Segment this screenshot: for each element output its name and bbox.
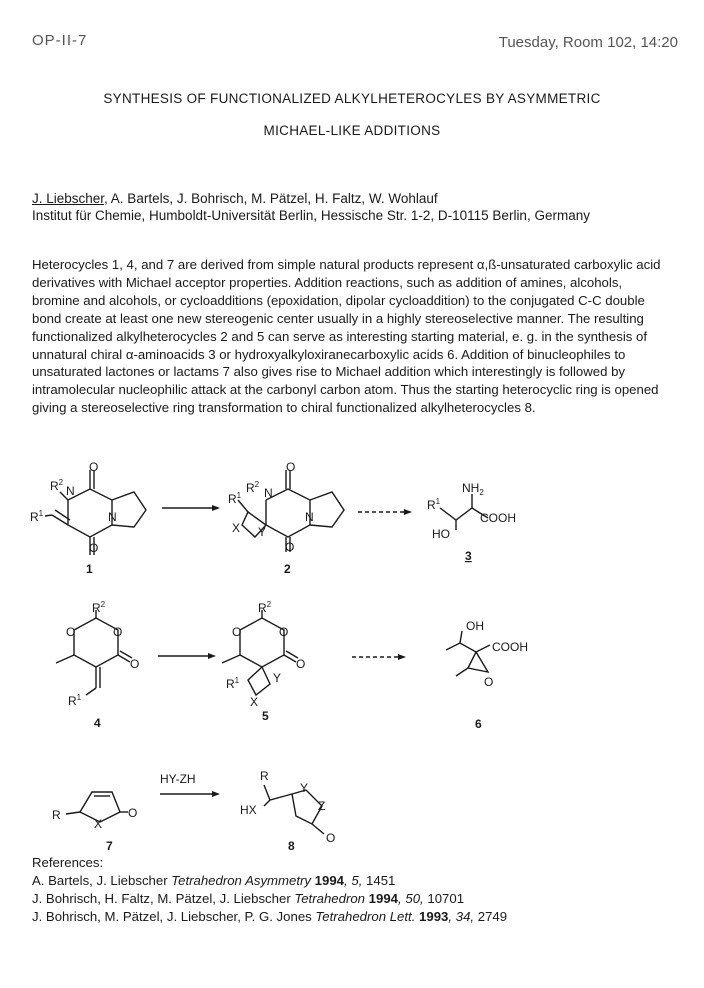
structure-8 [264,785,324,834]
atom-N-1a: N [66,484,75,498]
group-COOH-6: COOH [492,640,528,654]
co-authors: , A. Bartels, J. Bohrisch, M. Pätzel, H. Faltz, W. Wohlauf [104,191,438,206]
atom-Z-8: Z [318,799,326,813]
atom-R-8: R [260,769,269,783]
atom-O-2b: O [285,540,295,554]
affiliation: Institut für Chemie, Humboldt-Universität Berlin, Hessische Str. 1-2, D-10115 Berlin, Germany [32,208,590,223]
atom-R2-4: $R^2$ [92,600,106,615]
compound-label-8: 8 [288,839,295,853]
session-code: OP-II-7 [32,32,88,49]
presenting-author: J. Liebscher [32,191,105,206]
group-COOH-3: COOH [480,511,516,525]
references [32,854,692,926]
atom-N-1b: N [108,510,117,524]
atom-N-2a: N [264,486,273,500]
atom-O-4a: O [66,625,76,639]
atom-O-1a: O [89,460,99,474]
reference-item: J. Bohrisch, M. Pätzel, J. Liebscher, P. G. Jones Tetrahedron Lett. 1993, 34, 2749 [32,909,508,924]
atom-R1-5: $R^1$ [226,676,240,691]
compound-label-3: 3 [465,549,472,563]
atom-X-7: X [94,817,103,831]
atom-X-2: X [232,521,241,535]
atom-R1-4: $R^1$ [68,693,82,708]
atom-N-2b: N [305,510,314,524]
atom-O-8: O [326,831,336,845]
atom-O-5b: O [279,625,289,639]
atom-O-2a: O [286,460,296,474]
atom-Y-5: Y [273,671,282,685]
atom-X-5: X [250,695,259,709]
group-NH2-3: $NH_2$ [462,481,484,497]
atom-O-5c: O [296,657,306,671]
group-HO-3: HO [432,527,450,541]
atom-R1-1: $R^1$ [30,509,44,524]
atom-R-7: R [52,808,61,822]
reference-item: J. Bohrisch, H. Faltz, M. Pätzel, J. Liebscher Tetrahedron 1994, 50, 10701 [32,891,465,906]
atom-R2-1: $R^2$ [50,478,64,493]
atom-O-4c: O [130,657,140,671]
atom-O-4b: O [113,625,123,639]
structure-4 [56,610,132,695]
title-line-1: SYNTHESIS OF FUNCTIONALIZED ALKYLHETEROCYLES BY ASYMMETRIC [103,91,601,106]
atom-O-1b: O [89,541,99,555]
atom-R2-5: $R^2$ [258,600,272,615]
structure-6 [446,631,490,676]
compound-label-1: 1 [86,562,93,576]
abstract: Heterocycles 1, 4, and 7 are derived from simple natural products represent α,ß-unsaturated carboxylic acid derivatives with Michael acceptor properties. Addition reactions, such as addition of amines, alcohols, bromine and alcohols, or cycloadditions (epoxidation, dipolar cycloaddition) to the conjugated C-C double bond create at least one new stereogenic center usually in a highly stereoselective manner. The resulting functionalized alkylheterocycles 2 and 5 can serve as interesting starting material, e. g. in the synthesis of unnatural chiral α-aminoacids 3 or hydroxyalkyloxiranecarboxylic acids 6. Addition of binucleophiles to unsaturated lactones or lactams 7 also gives rise to Michael addition which interestingly is followed by intramolecular nucleophilic attack at the carbonyl carbon atom. Thus the starting heterocyclic ring is opened giving a stereoselective ring transformation to chiral functionalized alkylheterocycles 8. [32,257,661,416]
compound-label-5: 5 [262,709,269,723]
group-OH-6: OH [466,619,484,633]
atom-R2-2: $R^2$ [246,480,260,495]
atom-O-7: O [128,806,138,820]
compound-label-4: 4 [94,716,101,730]
compound-label-7: 7 [106,839,113,853]
reagent-label: HY-ZH [160,772,196,786]
atom-Y-8: Y [300,781,309,795]
group-HX-8: HX [240,803,257,817]
title-line-2: MICHAEL-LIKE ADDITIONS [263,123,441,138]
atom-R1-2: $R^1$ [228,491,242,506]
session-info: Tuesday, Room 102, 14:20 [498,34,678,51]
references-heading: References: [32,855,104,870]
compound-label-6: 6 [475,717,482,731]
reference-item: A. Bartels, J. Liebscher Tetrahedron Asymmetry 1994, 5, 1451 [32,873,396,888]
atom-O-5a: O [232,625,242,639]
compound-label-2: 2 [284,562,291,576]
atom-O-6: O [484,675,494,689]
atom-R1-3: $R^1$ [427,497,441,512]
atom-Y-2: Y [258,525,267,539]
